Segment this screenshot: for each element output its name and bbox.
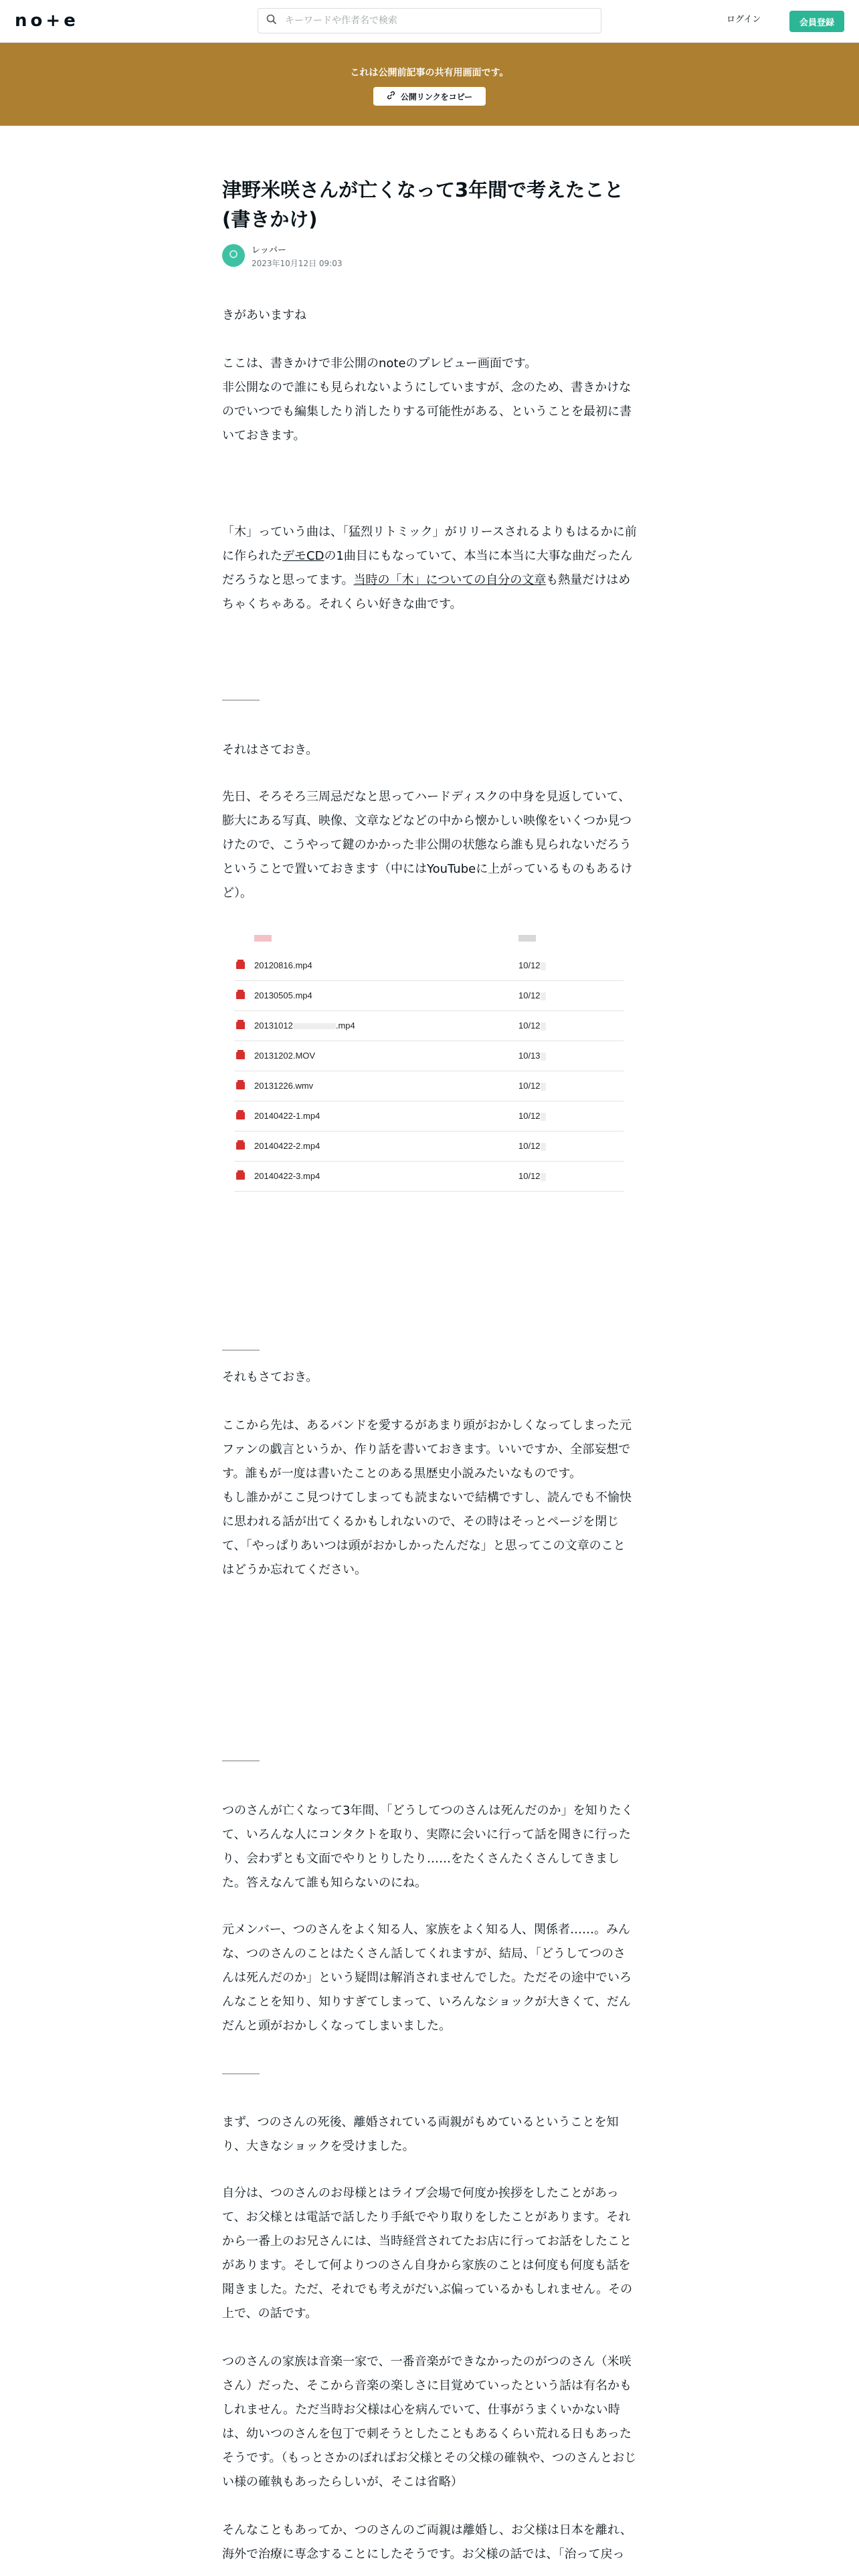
file-icon <box>236 1082 245 1089</box>
file-row: 20131202.MOV 10/13 <box>234 1041 624 1071</box>
file-row: 20131012 .mp4 10/12 <box>234 1011 624 1041</box>
paragraph: 先日、そろそろ三周忌だなと思ってハードディスクの中身を見返していて、膨大にある写真、映像、文章などなどの中から懐かしい映像をいくつか見つけたので、こうやって鍵のかかった非公開の状態なら誰も見られないだろうということで置いておきます（中にはYouTubeに上がっているものもあるけど）。 <box>222 790 633 900</box>
search-box[interactable] <box>258 8 601 33</box>
author-block[interactable] <box>222 241 342 270</box>
logo-letter: e <box>64 11 78 31</box>
file-icon <box>236 1172 245 1180</box>
search-input[interactable] <box>284 15 601 27</box>
divider <box>222 2073 260 2074</box>
banner-text: これは公開前記事の共有用画面です。 <box>350 68 509 78</box>
paragraph: それもさておき。 <box>222 1370 318 1384</box>
link-icon <box>387 91 395 102</box>
author-avatar[interactable] <box>222 244 245 267</box>
paragraph: きがあいますね <box>222 308 306 322</box>
paragraph: ここは、書きかけで非公開のnoteのプレビュー画面です。 非公開なので誰にも見られないようにしていますが、念のため、書きかけなのでいつでも編集したり消したりする可能性がある、ということを最初に書いておきます。 <box>222 356 632 443</box>
logo-letter: o <box>30 11 45 31</box>
democd-link[interactable]: デモCD <box>282 549 324 563</box>
paragraph: つのさんが亡くなって3年間、「どうしてつのさんは死んだのか」を知りたくて、いろんな人にコンタクトを取り、実際に会いに行って話を聞きに行ったり、会わずとも文面でやりとりしたり……をたくさんたくさんしてきました。答えなんて誰も知らないのにね。 <box>222 1804 634 1890</box>
divider <box>222 1350 260 1351</box>
divider <box>222 1760 260 1761</box>
file-row: 20130505.mp4 10/12 <box>234 981 624 1011</box>
copy-link-label: 公開リンクをコピー <box>400 92 473 102</box>
paragraph: まず、つのさんの死後、離婚されている両親がもめているということを知り、大きなショックを受けました。 <box>222 2115 619 2153</box>
file-list-header <box>234 928 624 951</box>
site-header <box>0 0 859 43</box>
copy-link-button[interactable] <box>373 87 486 106</box>
paragraph: そんなこともあってか、つのさんのご両親は離婚し、お父様は日本を離れ、海外で治療に専念することにしたそうです。お父様の話では、「治って戻っ <box>222 2523 632 2561</box>
file-icon <box>236 1022 245 1029</box>
paragraph: 「木」っていう曲は、「猛烈リトミック」がリリースされるよりもはるかに前に作られたデモCDの1曲目にもなっていて、本当に本当に大事な曲だったんだろうなと思ってます。当時の「木」についての自分の文章も熱量だけはめちゃくちゃある。それくらい好きな曲です。 <box>222 525 637 611</box>
paragraph: ここから先は、あるバンドを愛するがあまり頭がおかしくなってしまった元ファンの戯言というか、作り話を書いておきます。いいですか、全部妄想です。誰もが一度は書いたことのある黒歴史小説みたいなものです。 もし誰かがここ見つけてしまっても読まないで結構ですし、読んでも不愉快に思われる話が出てくるかもしれないので、その時はそっとページを閉じて、「やっぱりあいつは頭がおかしかったんだな」と思ってこの文章のことはどうか忘れてください。 <box>222 1418 632 1577</box>
old-article-link[interactable]: 当時の「木」についての自分の文章 <box>353 573 547 587</box>
file-icon <box>236 1112 245 1119</box>
login-link[interactable]: ログイン <box>727 15 761 25</box>
file-row: 20120816.mp4 10/12 <box>234 951 624 981</box>
paragraph: 元メンバー、つのさんをよく知る人、家族をよく知る人、関係者……。みんな、つのさんのことはたくさん話してくれますが、結局、「どうしてつのさんは死んだのか」という疑問は解消されませんでした。ただその途中でいろんなことを知り、知りすぎてしまって、いろんなショックが大きくて、だんだんと頭がおかしくなってしまいました。 <box>222 1923 632 2033</box>
file-list-image <box>234 928 624 1192</box>
author-name[interactable]: レッパー <box>252 245 286 255</box>
file-row: 20131226.wmv 10/12 <box>234 1071 624 1101</box>
preview-banner <box>0 43 859 126</box>
file-row: 20140422-2.mp4 10/12 <box>234 1132 624 1162</box>
file-row: 20140422-1.mp4 10/12 <box>234 1101 624 1132</box>
post-date: 2023年10月12日 09:03 <box>252 258 343 268</box>
file-icon <box>236 962 245 969</box>
paragraph: つのさんの家族は音楽一家で、一番音楽ができなかったのがつのさん（米咲さん）だった、そこから音楽の楽しさに目覚めていったという話は有名かもしれません。ただ当時お父様は心を病んでいて、仕事がうまくいかない時は、幼いつのさんを包丁で刺そうとしたこともあるくらい荒れる日もあったそうです。（もっとさかのぼればお父様とその父様の確執や、つのさんとおじい様の確執もあったらしいが、そこは省略） <box>222 2355 637 2489</box>
paragraph: 自分は、つのさんのお母様とはライブ会場で何度か挨拶をしたことがあって、お父様とは電話で話したり手紙でやり取りをしたことがあります。それから一番上のお兄さんには、当時経営されてたお店に行ってお話をしたことがあります。そして何よりつのさん自身から家族のことは何度も何度も話を聞きました。ただ、それでも考えがだいぶ偏っているかもしれません。その上で、の話です。 <box>222 2186 633 2321</box>
signup-button[interactable]: 会員登録 <box>789 11 844 32</box>
file-icon <box>236 992 245 999</box>
article-title: 津野米咲さんが亡くなって3年間で考えたこと(書きかけ) <box>222 179 624 231</box>
file-icon <box>236 1052 245 1059</box>
search-icon <box>266 14 277 27</box>
logo-letter: + <box>45 11 63 31</box>
logo-letter: n <box>15 11 29 31</box>
note-logo[interactable] <box>15 11 78 31</box>
paragraph: それはさておき。 <box>222 743 318 757</box>
divider <box>222 700 260 701</box>
file-icon <box>236 1142 245 1150</box>
file-row: 20140422-3.mp4 10/12 <box>234 1162 624 1192</box>
